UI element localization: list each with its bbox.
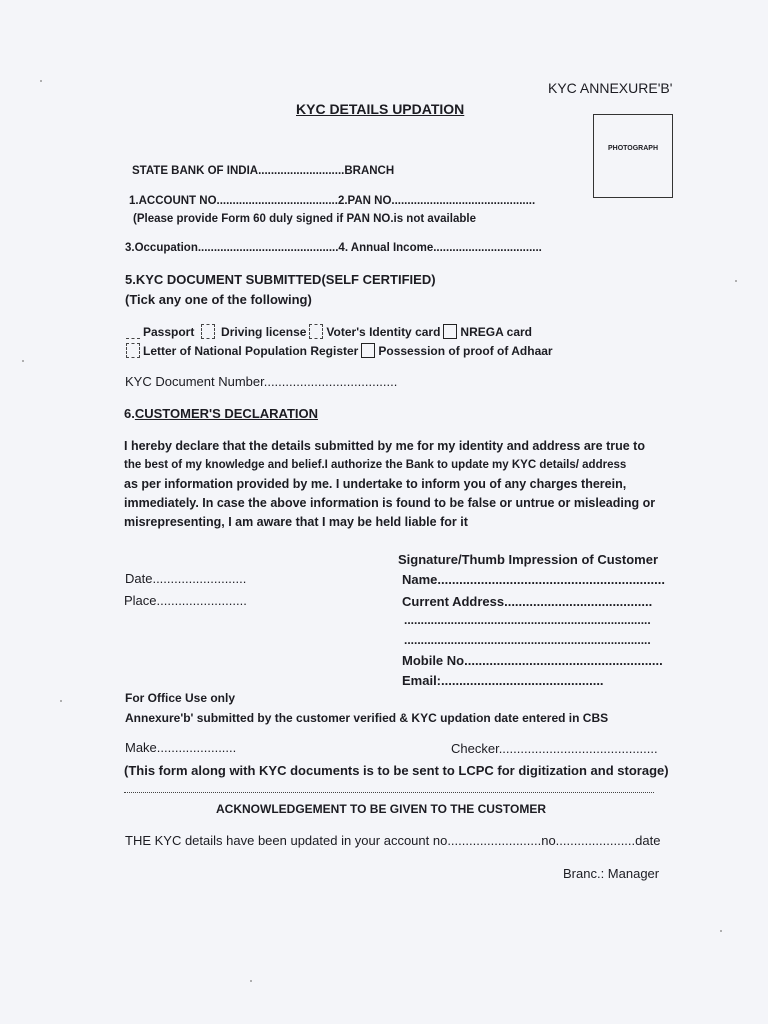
passport-label: Passport [143, 325, 195, 339]
aadhaar-checkbox[interactable] [361, 343, 375, 358]
declaration-line: the best of my knowledge and belief.I authorize the Bank to update my KYC details/ address [124, 459, 627, 471]
kyc-document-heading: 5.KYC DOCUMENT SUBMITTED(SELF CERTIFIED) [125, 272, 436, 287]
kyc-options-row-2 [126, 343, 553, 358]
voter-id-checkbox[interactable] [309, 324, 323, 339]
scan-speck [735, 280, 737, 282]
pan-note: (Please provide Form 60 duly signed if PAN NO.is not available [133, 213, 476, 225]
declaration-line: as per information provided by me. I undertake to inform you of any charges therein, [124, 477, 627, 491]
email-field: Email:............................................. [402, 673, 604, 688]
declaration-heading: CUSTOMER'S DECLARATION [134, 406, 319, 421]
signature-label: Signature/Thumb Impression of Customer [398, 552, 659, 567]
mobile-field: Mobile No....................................................... [402, 653, 663, 668]
driving-license-checkbox[interactable] [201, 324, 215, 339]
current-address-field: Current Address......................................... [402, 594, 653, 609]
acknowledgement-heading: ACKNOWLEDGEMENT TO BE GIVEN TO THE CUSTOMER [216, 802, 547, 816]
office-use-note: Annexure'b' submitted by the customer verified & KYC updation date entered in CBS [125, 711, 609, 725]
form-title: KYC DETAILS UPDATION [296, 101, 465, 117]
declaration-heading-row [124, 407, 318, 421]
office-use-label: For Office Use only [125, 691, 236, 705]
name-field: Name............................................................... [402, 572, 665, 587]
scan-speck [60, 700, 62, 702]
aadhaar-label: Possession of proof of Adhaar [378, 344, 553, 358]
lcpc-note: (This form along with KYC documents is to be sent to LCPC for digitization and storage) [124, 763, 669, 778]
kyc-document-instruction: (Tick any one of the following) [125, 292, 312, 307]
nrega-label: NREGA card [460, 325, 532, 339]
driving-license-label: Driving license [221, 325, 307, 339]
voter-id-label: Voter's Identity card [326, 325, 441, 339]
declaration-line: immediately. In case the above information is found to be false or untrue or misleading or [124, 496, 656, 510]
address-continuation-1: .......................................................................... [404, 613, 651, 627]
branch-manager-signature: Branc.: Manager [563, 866, 660, 881]
scan-speck [22, 360, 24, 362]
declaration-number: 6. [124, 406, 135, 421]
acknowledgement-line: THE KYC details have been updated in your account no..........................no......................date [125, 833, 661, 848]
address-continuation-2: .......................................................................... [404, 633, 651, 647]
passport-checkbox[interactable] [126, 324, 140, 339]
scan-speck [250, 980, 252, 982]
scan-speck [720, 930, 722, 932]
kyc-options-row-1 [126, 324, 532, 339]
maker-field: Make...................... [125, 740, 237, 755]
npr-letter-checkbox[interactable] [126, 343, 140, 358]
kyc-document-number: KYC Document Number..................................... [125, 374, 398, 389]
occupation-income-line: 3.Occupation............................................4. Annual Income.................................. [125, 242, 542, 254]
date-field: Date.......................... [125, 571, 247, 586]
declaration-line: I hereby declare that the details submitted by me for my identity and address are true to [124, 439, 645, 453]
declaration-text [124, 437, 684, 532]
declaration-line: misrepresenting, I am aware that I may be held liable for it [124, 515, 468, 529]
account-pan-line: 1.ACCOUNT NO......................................2.PAN NO............................................. [129, 195, 536, 207]
nrega-checkbox[interactable] [443, 324, 457, 339]
cut-line [124, 792, 654, 793]
photograph-label: PHOTOGRAPH [607, 145, 659, 152]
annexure-label: KYC ANNEXURE'B' [548, 80, 673, 96]
photograph-box [593, 114, 673, 198]
place-field: Place......................... [124, 593, 247, 608]
scan-speck [40, 80, 42, 82]
checker-field: Checker............................................ [451, 741, 658, 756]
branch-line: STATE BANK OF INDIA...........................BRANCH [132, 165, 395, 177]
npr-letter-label: Letter of National Population Register [143, 344, 359, 358]
